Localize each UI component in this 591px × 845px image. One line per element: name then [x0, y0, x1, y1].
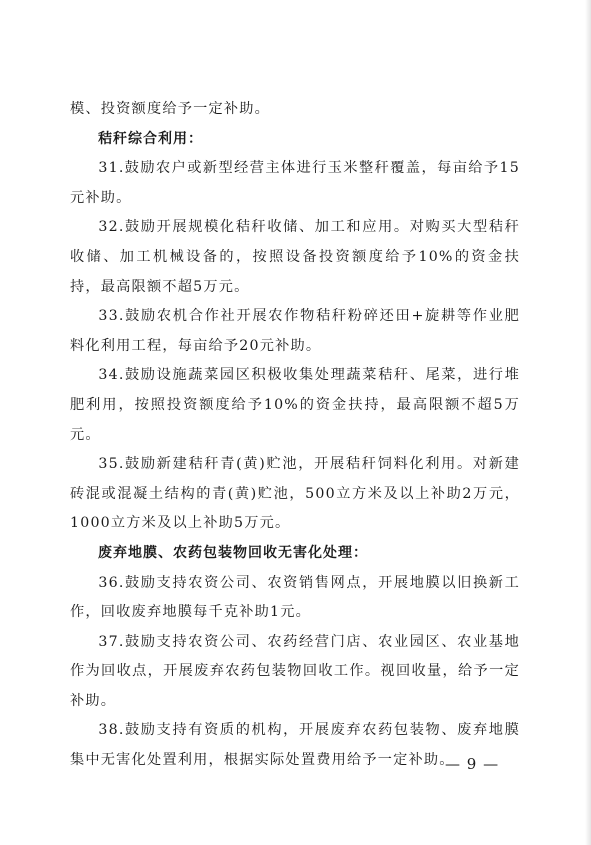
paragraph-item-33: 33.鼓励农机合作社开展农作物秸秆粉碎还田+旋耕等作业肥料化利用工程，每亩给予20元补助。	[70, 308, 520, 354]
page-edge-shadow	[585, 0, 591, 845]
paragraph-item-32: 32.鼓励开展规模化秸秆收储、加工和应用。对购买大型秸秆收储、加工机械设备的，按照设备投资额度给予10%的资金扶持，最高限额不超5万元。	[70, 219, 520, 295]
section-heading-film-recycling: 废弃地膜、农药包装物回收无害化处理：	[98, 544, 368, 561]
page-number: — 9 —	[445, 755, 500, 773]
paragraph-item-38: 38.鼓励支持有资质的机构，开展废弃农药包装物、废弃地膜集中无害化处置利用，根据实际处置费用给予一定补助。	[70, 722, 520, 769]
document-body	[70, 95, 520, 776]
paragraph-item-31: 31.鼓励农户或新型经营主体进行玉米整秆覆盖，每亩给予15元补助。	[70, 160, 520, 206]
paragraph-item-35: 35.鼓励新建秸秆青(黄)贮池，开展秸秆饲料化利用。对新建砖混或混凝土结构的青(黄)贮池，500立方米及以上补助2万元，1000立方米及以上补助5万元。	[70, 456, 520, 532]
paragraph-item-34: 34.鼓励设施蔬菜园区积极收集处理蔬菜秸秆、尾菜，进行堆肥利用，按照投资额度给予10%的资金扶持，最高限额不超5万元。	[70, 367, 520, 443]
paragraph-continuation: 模、投资额度给予一定补助。	[70, 101, 271, 117]
paragraph-item-37: 37.鼓励支持农资公司、农药经营门店、农业园区、农业基地作为回收点，开展废弃农药包装物回收工作。视回收量，给予一定补助。	[70, 633, 520, 709]
paragraph-item-36: 36.鼓励支持农资公司、农资销售网点，开展地膜以旧换新工作，回收废弃地膜每千克补助1元。	[70, 574, 520, 621]
section-heading-straw: 秸秆综合利用：	[98, 130, 203, 147]
